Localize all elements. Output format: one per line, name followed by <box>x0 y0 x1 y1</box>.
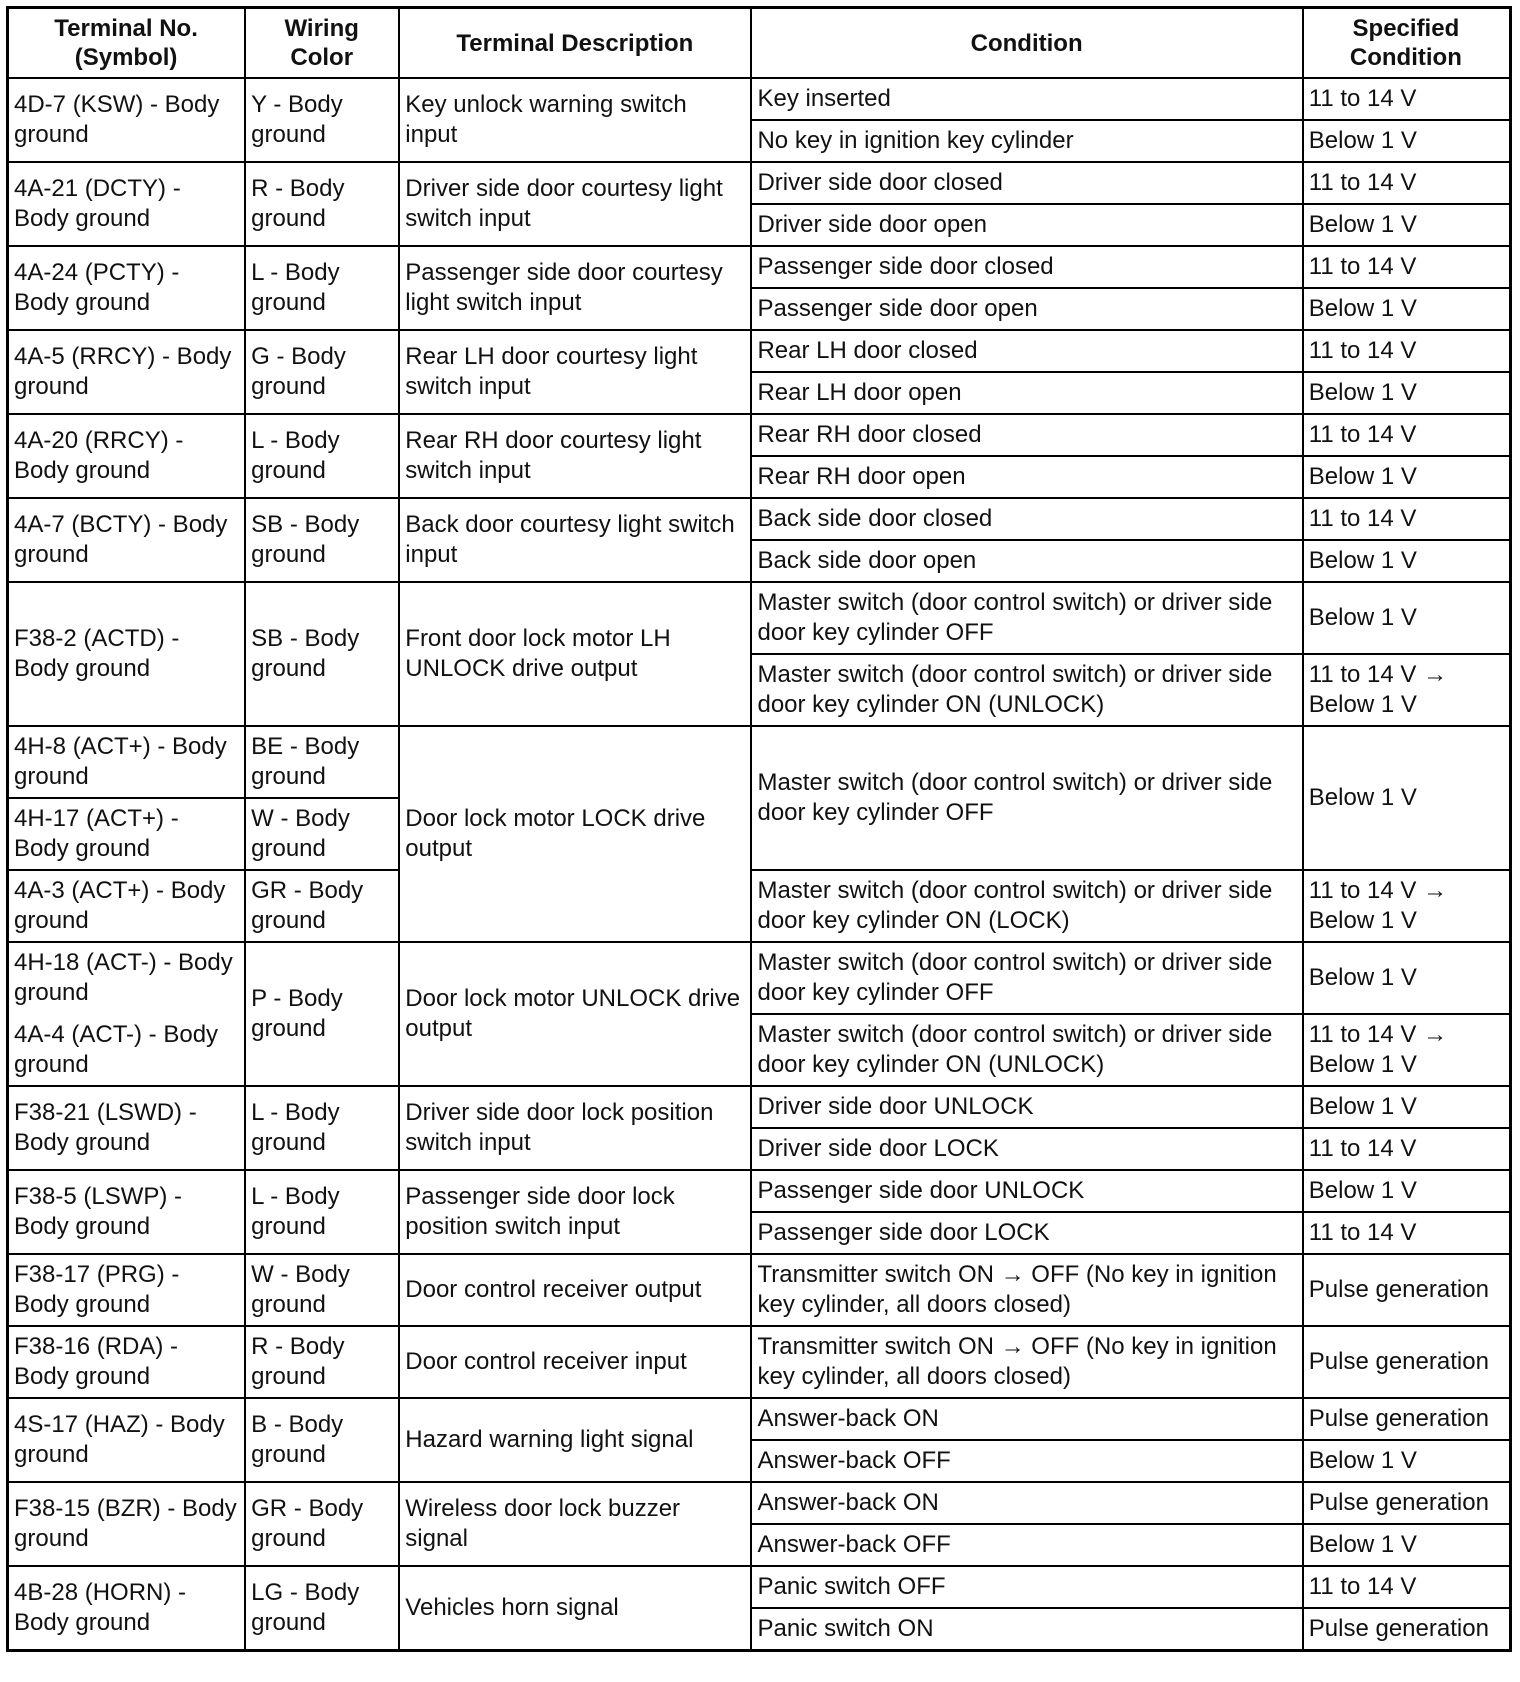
condition-cell: Panic switch ON <box>751 1608 1302 1650</box>
spec-cell: Pulse generation <box>1303 1608 1511 1650</box>
terminal-cell: 4A-24 (PCTY) - Body ground <box>8 246 246 330</box>
wiring-cell: R - Body ground <box>245 1326 399 1398</box>
terminal-cell: F38-15 (BZR) - Body ground <box>8 1482 246 1566</box>
spec-cell: Below 1 V <box>1303 288 1511 330</box>
spec-cell: Pulse generation <box>1303 1326 1511 1398</box>
condition-cell: Driver side door LOCK <box>751 1128 1302 1170</box>
table-header <box>8 8 1511 79</box>
spec-cell: 11 to 14 V <box>1303 1566 1511 1608</box>
condition-cell: Back side door open <box>751 540 1302 582</box>
spec-cell: Below 1 V <box>1303 582 1511 654</box>
condition-cell: Transmitter switch ON → OFF (No key in ignition key cylinder, all doors closed) <box>751 1326 1302 1398</box>
condition-cell: Passenger side door LOCK <box>751 1212 1302 1254</box>
wiring-cell: W - Body ground <box>245 1254 399 1326</box>
terminal-cell: 4A-21 (DCTY) - Body ground <box>8 162 246 246</box>
condition-cell: Transmitter switch ON → OFF (No key in ignition key cylinder, all doors closed) <box>751 1254 1302 1326</box>
condition-cell: Driver side door UNLOCK <box>751 1086 1302 1128</box>
condition-cell: Driver side door closed <box>751 162 1302 204</box>
terminal-cell: 4B-28 (HORN) - Body ground <box>8 1566 246 1650</box>
wiring-cell: SB - Body ground <box>245 498 399 582</box>
header-description: Terminal Description <box>399 8 751 79</box>
description-cell: Wireless door lock buzzer signal <box>399 1482 751 1566</box>
table-row <box>8 78 1511 120</box>
table-row <box>8 1326 1511 1398</box>
terminal-cell: F38-2 (ACTD) - Body ground <box>8 582 246 726</box>
table-row <box>8 1170 1511 1212</box>
wiring-cell: B - Body ground <box>245 1398 399 1482</box>
wiring-cell: LG - Body ground <box>245 1566 399 1650</box>
spec-cell: Below 1 V <box>1303 540 1511 582</box>
terminal-cell: 4A-3 (ACT+) - Body ground <box>8 870 246 942</box>
terminal-cell: 4S-17 (HAZ) - Body ground <box>8 1398 246 1482</box>
terminal-cell: 4H-18 (ACT-) - Body ground 4A-4 (ACT-) - Body ground <box>8 942 246 1086</box>
condition-cell: Master switch (door control switch) or driver side door key cylinder OFF <box>751 726 1302 870</box>
spec-cell: 11 to 14 V → Below 1 V <box>1303 870 1511 942</box>
condition-cell: Rear RH door closed <box>751 414 1302 456</box>
wiring-cell: GR - Body ground <box>245 1482 399 1566</box>
wiring-cell: L - Body ground <box>245 414 399 498</box>
description-cell: Driver side door lock position switch input <box>399 1086 751 1170</box>
spec-cell: 11 to 14 V <box>1303 498 1511 540</box>
terminal-cell: F38-5 (LSWP) - Body ground <box>8 1170 246 1254</box>
description-cell: Door control receiver output <box>399 1254 751 1326</box>
condition-cell: Answer-back ON <box>751 1482 1302 1524</box>
description-cell: Passenger side door courtesy light switch input <box>399 246 751 330</box>
description-cell: Door lock motor UNLOCK drive output <box>399 942 751 1086</box>
terminal-cell: 4D-7 (KSW) - Body ground <box>8 78 246 162</box>
table-row <box>8 1398 1511 1440</box>
condition-cell: Back side door closed <box>751 498 1302 540</box>
header-wiring: Wiring Color <box>245 8 399 79</box>
condition-cell: Rear LH door open <box>751 372 1302 414</box>
header-condition: Condition <box>751 8 1302 79</box>
table-row <box>8 246 1511 288</box>
table-row <box>8 1482 1511 1524</box>
wiring-cell: BE - Body ground <box>245 726 399 798</box>
wiring-cell: R - Body ground <box>245 162 399 246</box>
terminal-cell: F38-21 (LSWD) - Body ground <box>8 1086 246 1170</box>
spec-cell: Below 1 V <box>1303 372 1511 414</box>
description-cell: Rear RH door courtesy light switch input <box>399 414 751 498</box>
spec-cell: 11 to 14 V <box>1303 162 1511 204</box>
spec-cell: 11 to 14 V <box>1303 414 1511 456</box>
wiring-cell: L - Body ground <box>245 1086 399 1170</box>
wiring-cell: L - Body ground <box>245 1170 399 1254</box>
condition-cell: Master switch (door control switch) or driver side door key cylinder OFF <box>751 582 1302 654</box>
header-specified: Specified Condition <box>1303 8 1511 79</box>
wiring-cell: SB - Body ground <box>245 582 399 726</box>
spec-cell: Pulse generation <box>1303 1254 1511 1326</box>
table-row <box>8 1566 1511 1608</box>
condition-cell: Answer-back ON <box>751 1398 1302 1440</box>
condition-cell: Master switch (door control switch) or driver side door key cylinder ON (LOCK) <box>751 870 1302 942</box>
condition-cell: Passenger side door UNLOCK <box>751 1170 1302 1212</box>
description-cell: Key unlock warning switch input <box>399 78 751 162</box>
description-cell: Door lock motor LOCK drive output <box>399 726 751 942</box>
spec-cell: Below 1 V <box>1303 1170 1511 1212</box>
spec-cell: 11 to 14 V <box>1303 78 1511 120</box>
wiring-cell: G - Body ground <box>245 330 399 414</box>
table-row <box>8 942 1511 1014</box>
spec-cell: Below 1 V <box>1303 456 1511 498</box>
description-cell: Passenger side door lock position switch input <box>399 1170 751 1254</box>
spec-cell: 11 to 14 V → Below 1 V <box>1303 1014 1511 1086</box>
wiring-cell: L - Body ground <box>245 246 399 330</box>
spec-cell: 11 to 14 V <box>1303 1212 1511 1254</box>
condition-cell: Master switch (door control switch) or driver side door key cylinder ON (UNLOCK) <box>751 1014 1302 1086</box>
condition-cell: Master switch (door control switch) or driver side door key cylinder OFF <box>751 942 1302 1014</box>
condition-cell: Rear RH door open <box>751 456 1302 498</box>
description-cell: Driver side door courtesy light switch input <box>399 162 751 246</box>
terminal-cell: 4A-5 (RRCY) - Body ground <box>8 330 246 414</box>
spec-cell: Below 1 V <box>1303 726 1511 870</box>
condition-cell: Answer-back OFF <box>751 1524 1302 1566</box>
condition-cell: Key inserted <box>751 78 1302 120</box>
spec-cell: Pulse generation <box>1303 1482 1511 1524</box>
spec-cell: 11 to 14 V <box>1303 330 1511 372</box>
terminal-cell: F38-16 (RDA) - Body ground <box>8 1326 246 1398</box>
wiring-cell: P - Body ground <box>245 942 399 1086</box>
table-row <box>8 1086 1511 1128</box>
wiring-cell: W - Body ground <box>245 798 399 870</box>
wiring-cell: Y - Body ground <box>245 78 399 162</box>
description-cell: Back door courtesy light switch input <box>399 498 751 582</box>
condition-cell: No key in ignition key cylinder <box>751 120 1302 162</box>
condition-cell: Driver side door open <box>751 204 1302 246</box>
terminal-cell: F38-17 (PRG) - Body ground <box>8 1254 246 1326</box>
table-row <box>8 414 1511 456</box>
spec-cell: Below 1 V <box>1303 204 1511 246</box>
wiring-cell: GR - Body ground <box>245 870 399 942</box>
condition-cell: Passenger side door closed <box>751 246 1302 288</box>
terminal-cell: 4H-8 (ACT+) - Body ground <box>8 726 246 798</box>
description-cell: Front door lock motor LH UNLOCK drive output <box>399 582 751 726</box>
terminal-cell: 4A-7 (BCTY) - Body ground <box>8 498 246 582</box>
table-row <box>8 330 1511 372</box>
spec-cell: Below 1 V <box>1303 1086 1511 1128</box>
spec-cell: 11 to 14 V → Below 1 V <box>1303 654 1511 726</box>
description-cell: Door control receiver input <box>399 1326 751 1398</box>
spec-cell: Below 1 V <box>1303 1440 1511 1482</box>
terminal-inspection-table <box>6 6 1512 1652</box>
spec-cell: 11 to 14 V <box>1303 246 1511 288</box>
table-row <box>8 1254 1511 1326</box>
table-row <box>8 162 1511 204</box>
terminal-cell: 4A-20 (RRCY) - Body ground <box>8 414 246 498</box>
condition-cell: Rear LH door closed <box>751 330 1302 372</box>
header-terminal: Terminal No. (Symbol) <box>8 8 246 79</box>
table-row <box>8 726 1511 798</box>
spec-cell: Pulse generation <box>1303 1398 1511 1440</box>
table-row <box>8 582 1511 654</box>
condition-cell: Panic switch OFF <box>751 1566 1302 1608</box>
spec-cell: 11 to 14 V <box>1303 1128 1511 1170</box>
table-row <box>8 870 1511 942</box>
condition-cell: Master switch (door control switch) or driver side door key cylinder ON (UNLOCK) <box>751 654 1302 726</box>
description-cell: Vehicles horn signal <box>399 1566 751 1650</box>
description-cell: Rear LH door courtesy light switch input <box>399 330 751 414</box>
spec-cell: Below 1 V <box>1303 1524 1511 1566</box>
spec-cell: Below 1 V <box>1303 942 1511 1014</box>
description-cell: Hazard warning light signal <box>399 1398 751 1482</box>
spec-cell: Below 1 V <box>1303 120 1511 162</box>
terminal-cell: 4H-17 (ACT+) - Body ground <box>8 798 246 870</box>
table-row <box>8 498 1511 540</box>
condition-cell: Answer-back OFF <box>751 1440 1302 1482</box>
condition-cell: Passenger side door open <box>751 288 1302 330</box>
